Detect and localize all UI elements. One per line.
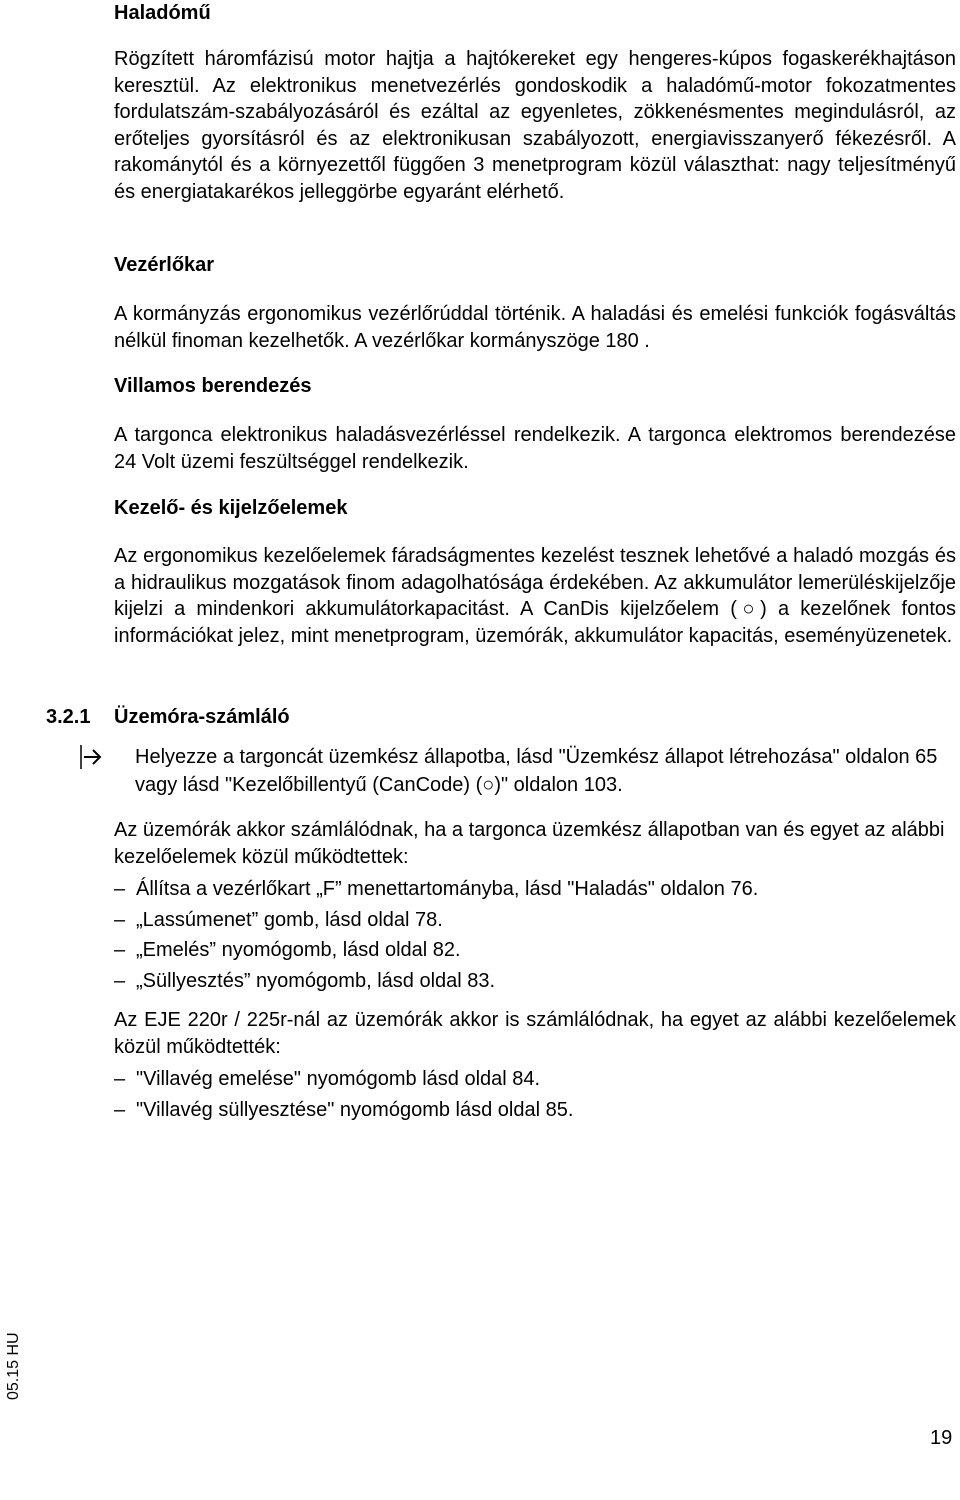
operating-elements-list-2 [114,1064,956,1125]
list-item: – „Emelés” nyomógomb, lásd oldal 82. [114,939,461,961]
section-number: 3.2.1 [46,706,91,728]
list-item: – Állítsa a vezérlőkart „F” menettartományba, lásd "Haladás" oldalon 76. [114,878,759,900]
section-title-villamos: Villamos berendezés [114,375,312,397]
page-number: 19 [930,1427,953,1449]
section-body-uzemora-2 [114,1007,956,1125]
section-title-haladomu: Haladómű [114,2,211,24]
document-code: 05.15 HU [5,1332,22,1400]
arrow-right-icon [80,744,104,770]
list-item: – „Lassúmenet” gomb, lásd oldal 78. [114,908,443,931]
paragraph-kezelo: Az ergonomikus kezelőelemek fáradságmentes kezelést tesznek lehetővé a haladó mozgás és a hidraulikus mozgatások finom adagolhatósága érdekében. Az akkumulátor lemerüléskijelzője kijelzi a mindenkori akkumulátorkapacitást. A CanDis kijelzőelem (○) a kezelőnek fontos információkat jelez, mint menetprogram, üzemórák, akkumulátor kapacitás, eseményüzenetek. [114,545,956,647]
section-body-uzemora [114,817,956,996]
section-title-kezelo: Kezelő- és kijelzőelemek [114,497,348,519]
list-item: – "Villavég emelése" nyomógomb lásd oldal 84. [114,1068,541,1090]
operating-elements-list [114,874,956,996]
section-title-vezerlokar: Vezérlőkar [114,254,215,276]
section-body-haladomu [114,46,956,205]
paragraph-vezerlokar: A kormányzás ergonomikus vezérlőrúddal történik. A haladási és emelési funkciók fogásváltás nélkül finoman kezelhetők. A vezérlőkar kormányszöge 180 . [114,303,956,352]
list-item: – „Süllyesztés” nyomógomb, lásd oldal 83. [114,969,496,992]
section-body-kezelo [114,543,956,649]
section-body-villamos [114,422,956,475]
note-text [135,744,956,799]
section-title-uzemora: Üzemóra-számláló [114,706,290,728]
note-paragraph: Helyezze a targoncát üzemkész állapotba, lásd "Üzemkész állapot létrehozása" oldalon 65 vagy lásd "Kezelőbillentyű (CanCode) (○)" oldalon 103. [135,746,938,796]
paragraph-uzemora-intro2: Az EJE 220r / 225r-nál az üzemórák akkor is számlálódnak, ha egyet az alábbi kezelőelemek közül működtették: [114,1009,956,1058]
paragraph-uzemora-intro: Az üzemórák akkor számlálódnak, ha a targonca üzemkész állapotban van és egyet az alábbi kezelőelemek közül működtettek: [114,819,945,868]
paragraph-villamos: A targonca elektronikus haladásvezérléssel rendelkezik. A targonca elektromos berendezése 24 Volt üzemi feszültséggel rendelkezik. [114,424,956,473]
list-item: – "Villavég süllyesztése" nyomógomb lásd oldal 85. [114,1098,574,1121]
paragraph-haladomu: Rögzített háromfázisú motor hajtja a hajtókereket egy hengeres-kúpos fogaskerékhajtáson keresztül. Az elektronikus menetvezérlés gondoskodik a haladómű-motor fokozatmentes fordulatszám-szabályozásáról és ezáltal az egyenletes, zökkenésmentes megindulásról, az erőteljes gyorsításról és az elektronikusan szabályozott, energiavisszanyerő fékezésről. A rakománytól és a környezettől függően 3 menetprogram közül választhat: nagy teljesítményű és energiatakarékos jelleggörbe egyaránt elérhető. [114,48,956,203]
section-body-vezerlokar [114,301,956,354]
